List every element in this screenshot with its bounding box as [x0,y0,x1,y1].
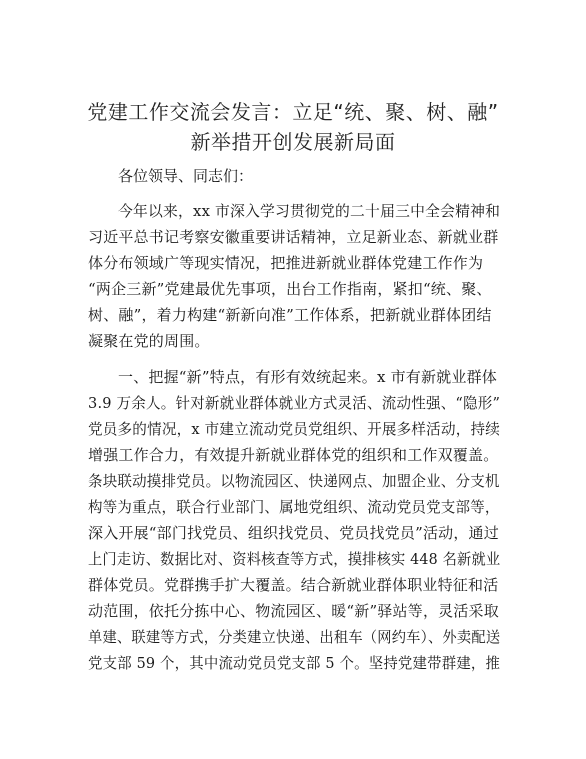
paragraph-line: 党支部 59 个，其中流动党员党支部 5 个。坚持党建带群建，推 [88,654,501,672]
paragraph-line: 深入开展“部门找党员、组织找党员、党员找党员”活动，通过 [88,524,499,542]
title-text: 新举措开创发展新局面 [190,130,396,154]
paragraph-line: “两企三新”党建最优先事项，出台工作指南，紧扣“统、聚、 [88,280,492,298]
paragraph-line: 上门走访、数据比对、资料核查等方式，摸排核实 448 名新就业 [88,550,501,568]
document-title-line-1 [60,98,526,126]
title-text: 党建工作交流会发言：立足“统、聚、树、融” [87,100,499,124]
paragraph-line: 树、融”，着力构建“新新向准”工作体系，把新就业群体团结 [88,306,492,324]
paragraph-line: 体分布领域广等现实情况，把推进新就业群体党建工作作为 [88,254,484,272]
paragraph-line: 构等为重点，联合行业部门、属地党组织、流动党员党支部等， [88,498,500,516]
paragraph-line: 条块联动摸排党员。以物流园区、快递网点、加盟企业、分支机 [88,472,500,490]
paragraph-line: 一、把握“新”特点，有形有效统起来。x 市有新就业群体 [118,368,497,386]
paragraph-line: 党员多的情况，x 市建立流动党员党组织、开展多样活动，持续 [88,420,501,438]
paragraph-line: 习近平总书记考察安徽重要讲话精神，立足新业态、新就业群 [88,228,499,246]
paragraph-line: 群体党员。党群携手扩大覆盖。结合新就业群体职业特征和活 [88,576,499,594]
salutation: 各位领导、同志们： [118,167,254,185]
paragraph-line: 动范围，依托分拣中心、物流园区、暖“新”驿站等，灵活采取 [88,602,499,620]
paragraph-line: 凝聚在党的周围。 [88,332,210,350]
paragraph-line: 单建、联建等方式，分类建立快递、出租车（网约车）、外卖配送 [88,628,501,646]
paragraph-line: 增强工作合力，有效提升新就业群体党的组织和工作双覆盖。 [88,446,499,464]
paragraph-line: 3.9 万余人。针对新就业群体就业方式灵活、流动性强、“隐形” [88,394,501,412]
paragraph-line: 今年以来，xx 市深入学习贯彻党的二十届三中全会精神和 [118,202,501,220]
document-title-line-2 [60,128,526,156]
